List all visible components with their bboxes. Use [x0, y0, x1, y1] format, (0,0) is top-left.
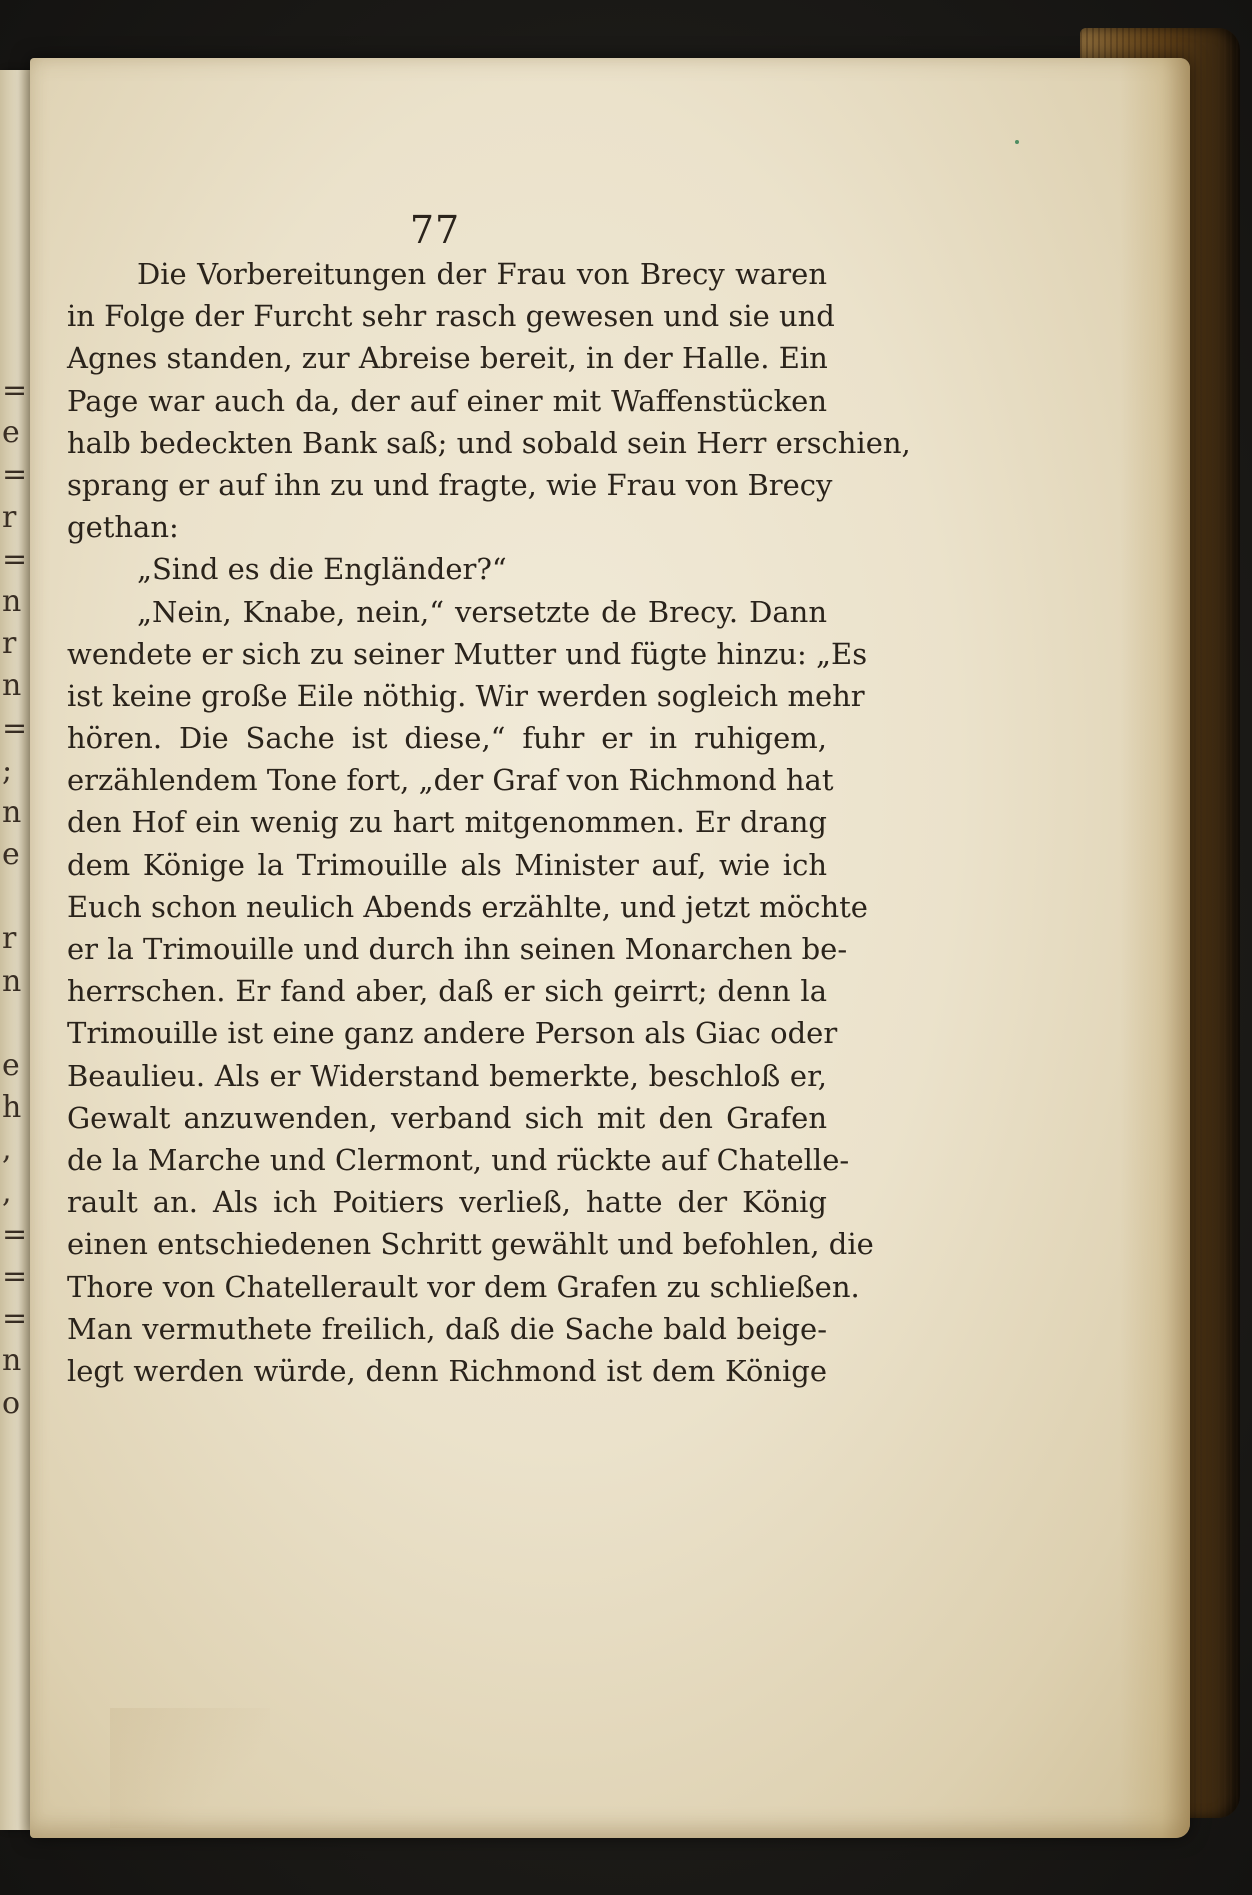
- text-line: Man vermuthete freilich, daß die Sache bald beige-: [67, 1311, 827, 1346]
- text-line: Euch schon neulich Abends erzählte, und jetzt möchte: [67, 889, 868, 924]
- page-number: 77: [409, 208, 461, 252]
- previous-page-line-ending: =: [2, 1258, 28, 1294]
- text-line: herrschen. Er fand aber, daß er sich geirrt; denn la: [67, 974, 827, 1009]
- text-line: Die Vorbereitungen der Frau von Brecy waren: [137, 257, 827, 291]
- previous-page-line-ending: ;: [2, 752, 13, 788]
- previous-page-line-ending: =: [2, 541, 28, 577]
- text-line: hören. Die Sache ist diese,“ fuhr er in ruhigem,: [67, 721, 827, 756]
- text-line: rault an. Als ich Poitiers verließ, hatte der König: [67, 1185, 827, 1220]
- previous-page-line-endings: [2, 370, 26, 1425]
- corner-wear-mark: [110, 1708, 270, 1828]
- previous-page-line-ending: =: [2, 1216, 28, 1252]
- previous-page-line-ending: ,: [2, 1132, 12, 1168]
- previous-page-line-ending: o: [2, 1385, 21, 1421]
- previous-page-line-ending: n: [2, 794, 22, 830]
- previous-page-line-ending: [2, 1003, 26, 1045]
- previous-page-line-ending: r: [2, 921, 17, 957]
- previous-page-line-ending: n: [2, 668, 22, 704]
- text-line: wendete er sich zu seiner Mutter und fügte hinzu: „Es: [67, 636, 868, 671]
- previous-page-line-ending: n: [2, 1343, 22, 1379]
- text-line: Page war auch da, der auf einer mit Waffenstücken: [67, 383, 827, 418]
- text-line: „Nein, Knabe, nein,“ versetzte de Brecy. Dann: [137, 594, 827, 629]
- previous-page-line-ending: r: [2, 626, 17, 662]
- previous-page-line-ending: =: [2, 710, 28, 746]
- previous-page-line-ending: ,: [2, 1174, 12, 1210]
- text-line: gethan:: [67, 510, 179, 545]
- paper-speck: [1015, 140, 1019, 144]
- previous-page-sliver: [0, 70, 30, 1830]
- text-line: sprang er auf ihn zu und fragte, wie Frau von Brecy: [67, 467, 833, 502]
- text-line: den Hof ein wenig zu hart mitgenommen. Er drang: [67, 805, 827, 840]
- text-line: in Folge der Furcht sehr rasch gewesen und sie und: [67, 299, 835, 334]
- previous-page-line-ending: e: [2, 1048, 20, 1083]
- text-line: legt werden würde, denn Richmond ist dem Könige: [67, 1353, 827, 1388]
- previous-page-line-ending: e: [2, 837, 20, 873]
- text-line: halb bedeckten Bank saß; und sobald sein Herr erschien,: [67, 425, 911, 460]
- text-line: einen entschiedenen Schritt gewählt und befohlen, die: [67, 1227, 874, 1262]
- text-line: Gewalt anzuwenden, verband sich mit den Grafen: [67, 1100, 827, 1135]
- previous-page-line-ending: =: [2, 373, 28, 408]
- previous-page-line-ending: =: [2, 1301, 28, 1337]
- previous-page-line-ending: h: [2, 1090, 22, 1126]
- previous-page-line-ending: r: [2, 499, 17, 535]
- text-line: ist keine große Eile nöthig. Wir werden sogleich mehr: [67, 678, 865, 713]
- text-line: Agnes standen, zur Abreise bereit, in der Halle. Ein: [67, 341, 828, 376]
- previous-page-line-ending: n: [2, 583, 22, 619]
- previous-page-line-ending: =: [2, 457, 28, 493]
- text-line: erzählendem Tone fort, „der Graf von Richmond hat: [67, 763, 834, 798]
- text-line: er la Trimouille und durch ihn seinen Monarchen be-: [67, 932, 848, 966]
- text-line: de la Marche und Clermont, und rückte auf Chatelle-: [67, 1142, 850, 1177]
- page-edge-shading: [1120, 58, 1190, 1838]
- text-line: Beaulieu. Als er Widerstand bemerkte, beschloß er,: [67, 1058, 827, 1093]
- page-text-block: [67, 253, 911, 1392]
- text-line: Trimouille ist eine ganz andere Person als Giac oder: [67, 1016, 838, 1051]
- previous-page-line-ending: [2, 876, 26, 918]
- text-line: „Sind es die Engländer?“: [137, 552, 507, 587]
- text-line: dem Könige la Trimouille als Minister auf, wie ich: [67, 847, 827, 882]
- previous-page-line-ending: e: [2, 415, 20, 451]
- text-line: Thore von Chatellerault vor dem Grafen zu schließen.: [67, 1269, 860, 1304]
- previous-page-line-ending: n: [2, 963, 22, 999]
- book-page: [30, 58, 1190, 1838]
